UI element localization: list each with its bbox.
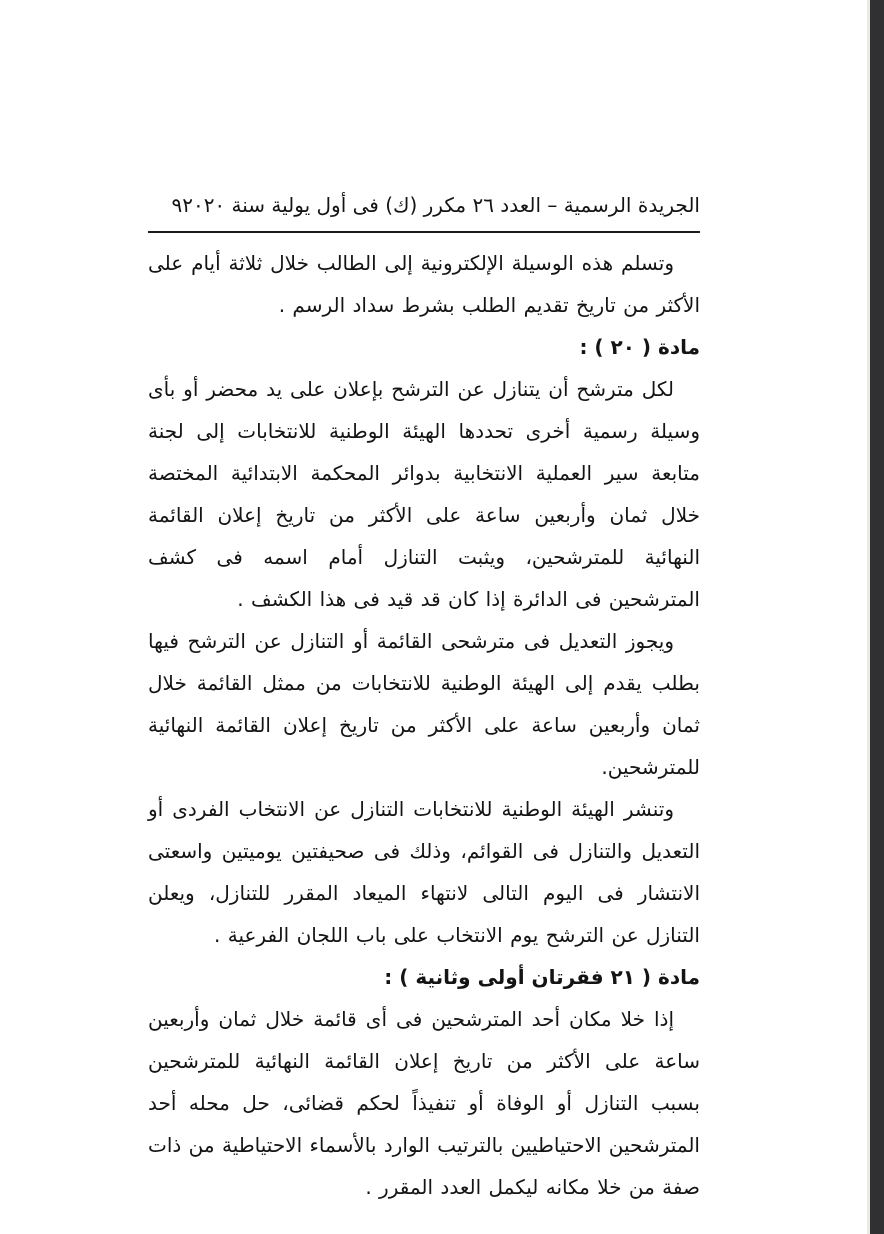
gazette-header-title: الجريدة الرسمية – العدد ٢٦ مكرر (ك) فى أول يولية سنة ٢٠٢٠ (182, 193, 700, 217)
intro-paragraph: وتسلم هذه الوسيلة الإلكترونية إلى الطالب خلال ثلاثة أيام على الأكثر من تاريخ تقديم الطلب بشرط سداد الرسم . (148, 251, 700, 317)
document-page (148, 190, 700, 1208)
article-20-paragraph-2: ويجوز التعديل فى مترشحى القائمة أو التنازل عن الترشح فيها بطلب يقدم إلى الهيئة الوطنية للانتخابات من ممثل القائمة خلال ثمان وأربعين ساعة على الأكثر من تاريخ إعلان القائمة النهائية للمترشحين. (148, 629, 700, 779)
page-number: ٩ (171, 193, 183, 217)
page-header (148, 190, 700, 233)
article-20-paragraph-1: لكل مترشح أن يتنازل عن الترشح بإعلان على يد محضر أو بأى وسيلة رسمية أخرى تحددها الهيئة الوطنية للانتخابات إلى لجنة متابعة سير العملية الانتخابية بدوائر المحكمة الابتدائية المختصة خلال ثمان وأربعين ساعة على الأكثر من تاريخ إعلان القائمة النهائية للمترشحين، ويثبت التنازل أمام اسمه فى كشف المترشحين فى الدائرة إذا كان قد قيد فى هذا الكشف . (148, 377, 700, 611)
article-21-heading: مادة ( ٢١ فقرتان أولى وثانية ) : (384, 965, 700, 989)
document-body (148, 242, 700, 1208)
article-20-paragraph-3: وتنشر الهيئة الوطنية للانتخابات التنازل عن الانتخاب الفردى أو التعديل والتنازل فى القوائم، وذلك فى صحيفتين يوميتين واسعتى الانتشار فى اليوم التالى لانتهاء الميعاد المقرر للتنازل، ويعلن التنازل عن الترشح يوم الانتخاب على باب اللجان الفرعية . (148, 797, 700, 947)
article-21-paragraph-1: إذا خلا مكان أحد المترشحين فى أى قائمة خلال ثمان وأربعين ساعة على الأكثر من تاريخ إعلان القائمة النهائية للمترشحين بسبب التنازل أو الوفاة أو تنفيذاً لحكم قضائى، حل محله أحد المترشحين الاحتياطيين بالترتيب الوارد بالأسماء الاحتياطية من ذات صفة من خلا مكانه ليكمل العدد المقرر . (148, 1007, 700, 1199)
scan-edge-strip (870, 0, 884, 1234)
article-20-heading: مادة ( ٢٠ ) : (579, 335, 700, 359)
